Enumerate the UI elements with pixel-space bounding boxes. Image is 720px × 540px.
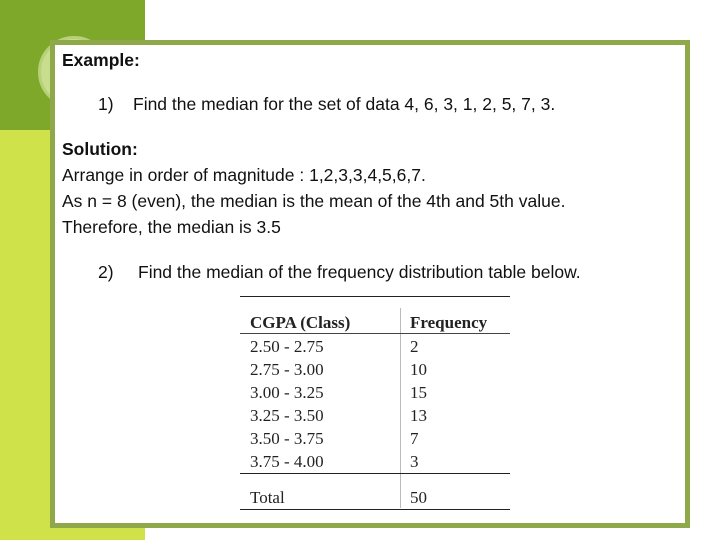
table-cell-frequency: 13 [410, 406, 427, 425]
table-body-rule [240, 473, 510, 474]
question-2-text: Find the median of the frequency distribution table below. [138, 262, 581, 282]
table-header-class: CGPA (Class) [250, 313, 351, 332]
table-cell-class: 2.50 - 2.75 [250, 337, 324, 356]
table-cell-frequency: 3 [410, 452, 419, 471]
table-cell-class: 3.00 - 3.25 [250, 383, 324, 402]
table-cell-class: 3.75 - 4.00 [250, 452, 324, 471]
table-bottom-rule [240, 509, 510, 510]
example-heading: Example: [62, 50, 140, 70]
table-header-frequency: Frequency [410, 313, 488, 332]
question-1-text: Find the median for the set of data 4, 6, 3, 1, 2, 5, 7, 3. [133, 94, 556, 114]
table-total-label: Total [250, 488, 285, 507]
table-cell-frequency: 7 [410, 429, 419, 448]
table-column-divider [400, 308, 401, 508]
table-cell-frequency: 2 [410, 337, 419, 356]
table-cell-class: 2.75 - 3.00 [250, 360, 324, 379]
table-cell-class: 3.50 - 3.75 [250, 429, 324, 448]
table-cell-class: 3.25 - 3.50 [250, 406, 324, 425]
solution-line-2: As n = 8 (even), the median is the mean of the 4th and 5th value. [62, 191, 566, 211]
solution-line-1: Arrange in order of magnitude : 1,2,3,3,4,5,6,7. [62, 165, 426, 185]
table-cell-frequency: 15 [410, 383, 427, 402]
question-2-number: 2) [98, 262, 114, 282]
solution-heading: Solution: [62, 139, 138, 159]
frequency-table [240, 296, 510, 512]
table-header-rule [240, 333, 510, 334]
table-cell-frequency: 10 [410, 360, 427, 379]
table-top-rule [240, 296, 510, 297]
question-1-number: 1) [98, 94, 114, 114]
solution-line-3: Therefore, the median is 3.5 [62, 217, 281, 237]
table-total-value: 50 [410, 488, 427, 507]
